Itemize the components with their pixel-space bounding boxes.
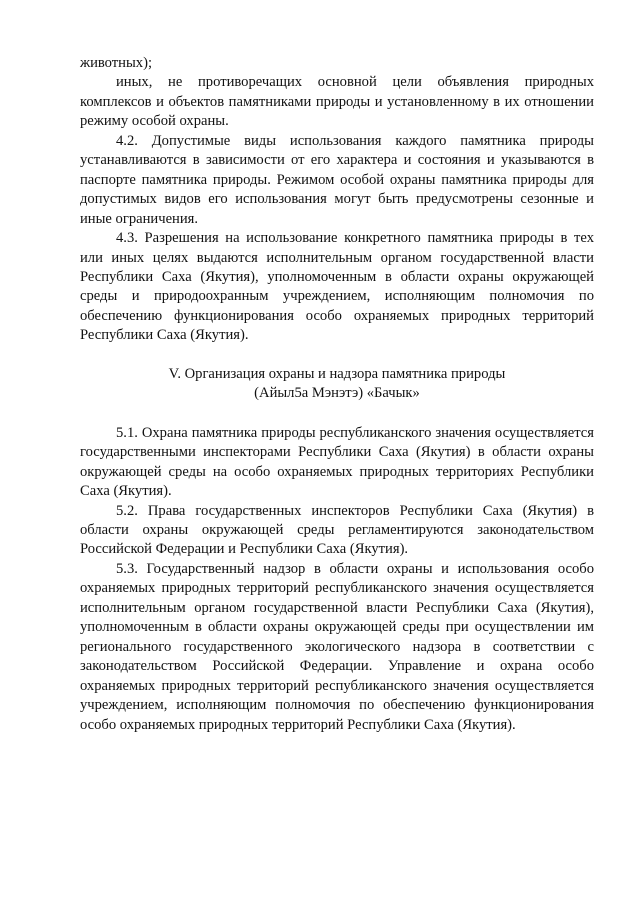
paragraph-5-3: 5.3. Государственный надзор в области охраны и использования особо охраняемых природных территорий республиканского значения осуществляется исполнительным органом государственной власти Республики Саха (Якутия), уполномоченным в области охраны окружающей среды при осуществлении им регионального государственного экологического надзора в соответствии с законодательством Российской Федерации. Управление и охрана особо охраняемых природных территорий республиканского значения осуществляется учреждением, исполняющим полномочия по обеспечению функционирования особо охраняемых природных территорий Республики Саха (Якутия). <box>80 560 594 733</box>
paragraph-4-3: 4.3. Разрешения на использование конкретного памятника природы в тех или иных целях выдаются исполнительным органом государственной власти Республики Саха (Якутия), уполномоченным в области охраны окружающей среды и природоохранным учреждением, исполняющим полномочия по обеспечению функционирования особо охраняемых природных территорий Республики Саха (Якутия). <box>80 230 594 344</box>
paragraph-5-2: 5.2. Права государственных инспекторов Республики Саха (Якутия) в области охраны окружающей среды регламентируются законодательством Российской Федерации и Республики Саха (Якутия). <box>80 502 594 558</box>
section-v-title <box>80 365 594 404</box>
paragraph-5-1: 5.1. Охрана памятника природы республиканского значения осуществляется государственными инспекторами Республики Саха (Якутия) в области охраны окружающей среды на особо охраняемых природных территориях Республики Саха (Якутия). <box>80 424 594 500</box>
spacer <box>80 346 594 365</box>
paragraph-fragment-continuation: иных, не противоречащих основной цели объявления природных комплексов и объектов памятниками природы и установленному в их отношении режиму особой охраны. <box>80 74 594 130</box>
spacer <box>80 404 594 424</box>
paragraph-4-2: 4.2. Допустимые виды использования каждого памятника природы устанавливаются в зависимости от его характера и состояния и указываются в паспорте памятника природы. Режимом особой охраны памятника природы для допустимых видов его использования могут быть предусмотрены сезонные и иные ограничения. <box>80 132 594 227</box>
section-v-title-line2: (Айыл5а Мэнэтэ) «Бачык» <box>254 385 420 402</box>
document-page <box>80 54 594 735</box>
top-fragment: животных); <box>80 55 152 71</box>
section-v-title-line1: V. Организация охраны и надзора памятника природы <box>168 365 506 382</box>
